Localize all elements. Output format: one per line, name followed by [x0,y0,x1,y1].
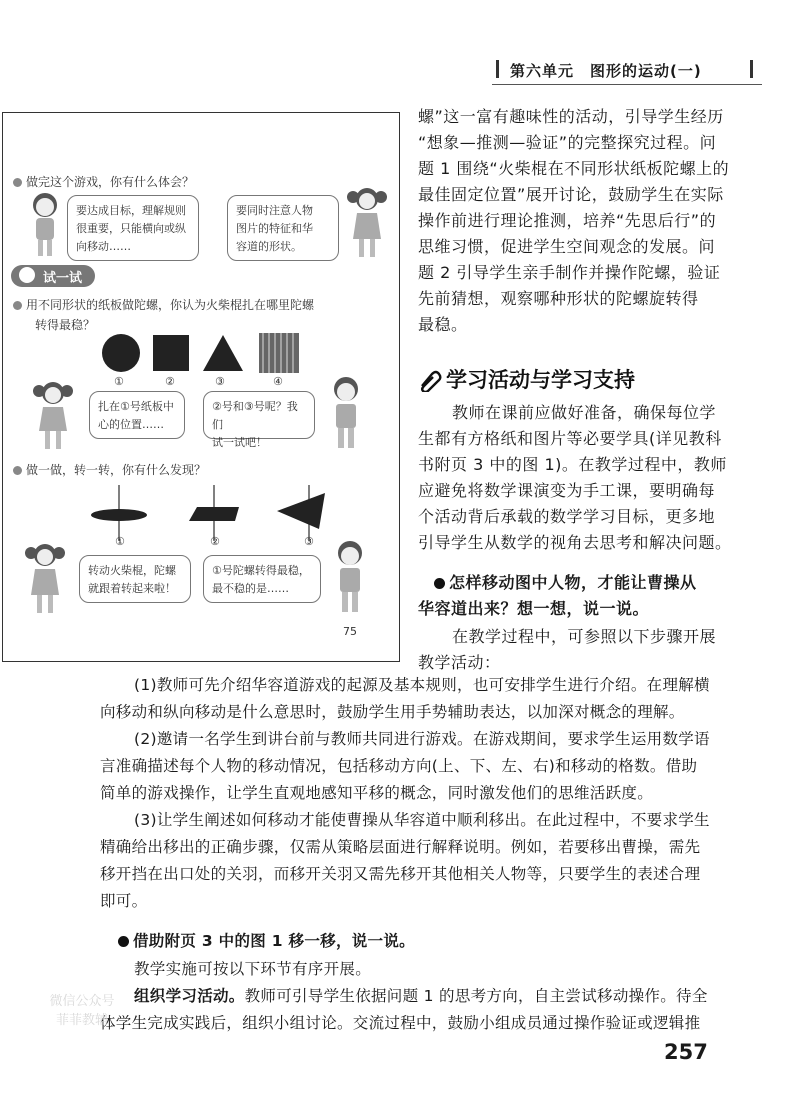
preparation-paragraph [418,400,732,556]
text-line: 体学生完成实践后，组织小组讨论。交流过程中，鼓励小组成员通过操作验证或逻辑推 [100,1014,701,1032]
page-number: 257 [664,1040,708,1064]
bubble-4-line: ②号和③号呢？我们 [212,400,298,431]
triangle-shape [203,335,243,371]
speech-bubble-6 [203,555,321,603]
question-3-text: 做一做，转一转，你有什么发现？ [26,463,207,477]
question-dot-icon [13,466,22,475]
matchstick-bundle [259,333,299,373]
text-line: 教师在课前应做好准备，确保每位学 [452,403,717,422]
square-shape [153,335,189,371]
shape-label: ④ [273,375,283,388]
try-it-label: 试一试 [43,271,83,286]
speech-bubble-1 [67,195,199,261]
question-2-text: 转得最稳？ [35,318,96,332]
step-line: 简单的游戏操作，让学生直观地感知平移的概念，同时激发他们的思维活跃度。 [100,784,654,802]
text-line: “想象—推测—验证”的完整探究过程。问 [418,133,717,152]
section-heading [418,364,635,394]
top-label: ③ [304,535,314,548]
text-line: 先前猜想，观察哪种形状的陀螺旋转得 [418,289,699,308]
speech-bubble-2 [227,195,339,261]
header-divider-left [496,60,499,78]
text-line: 生都有方格纸和图片等必要学具(详见教科 [418,429,722,448]
shape-label: ② [165,375,175,388]
bullet-icon [118,936,129,947]
teaching-steps [100,672,710,915]
bubble-2-line: 图片的特征和华 [236,222,313,235]
question-1-text: 做完这个游戏，你有什么体会？ [26,175,195,189]
bubble-6-line: ①号陀螺转得最稳， [212,564,310,577]
huarong-question-text: 华容道出来？想一想，说一说。 [418,599,650,618]
watermark-line: 菲菲教辅 [55,1013,108,1028]
watermark [22,990,142,1050]
question-dot-icon [13,178,22,187]
text-line: 教学活动： [418,653,501,672]
shape-label: ① [114,375,124,388]
question-2-text: 用不同形状的纸板做陀螺，你认为火柴棍扎在哪里陀螺 [26,298,315,312]
question-2 [13,295,314,335]
section-heading-text: 学习活动与学习支持 [446,368,635,392]
step-line: 移开挡在出口处的关羽，而移开关羽又需先移开其他相关人物等，只要学生的表述合理 [100,865,701,883]
step-line: 精确给出移出的正确步骤，仅需从策略层面进行解释说明。例如，若要移出曹操，需先 [100,838,701,856]
boy-character-icon [329,539,371,619]
text-line: 教学实施可按以下环节有序开展。 [134,960,372,978]
try-it-badge [11,265,95,287]
bubble-6-line: 最不稳的是…… [212,582,289,595]
bubble-5-line: 转动火柴棍，陀螺 [88,564,176,577]
shape-label: ③ [215,375,225,388]
textbook-page-number: 75 [343,625,357,638]
huarong-question-text: 怎样移动图中人物，才能让曹操从 [449,573,697,592]
huarong-question [418,570,697,622]
bubble-2-line: 容道的形状。 [236,240,302,253]
fuye-body [100,956,708,1037]
header-divider-right [750,60,753,78]
textbook-excerpt [2,112,400,662]
step-line: 向移动和纵向移动是什么意思时，鼓励学生用手势辅助表达，以加深对概念的理解。 [100,703,685,721]
fuye-question-text: 借助附页 3 中的图 1 移一移，说一说。 [133,932,415,950]
girl-pigtails-character-icon [31,379,75,453]
round-top [91,509,147,521]
text-line: 题 2 引导学生亲手制作并操作陀螺，验证 [418,263,721,282]
bubble-4-line: 试一试吧！ [212,436,267,449]
fuye-question [118,928,415,955]
smile-icon [19,267,35,283]
top-label: ② [210,535,220,548]
girl-character-icon [25,191,65,261]
text-line: 最佳固定位置”展开讨论，鼓励学生在实际 [418,185,724,204]
step-line: (2)邀请一名学生到讲台前与教师共同进行游戏。在游戏期间，要求学生运用数学语 [134,730,710,748]
huarong-intro [418,624,716,676]
org-text: 教师可引导学生依据问题 1 的思考方向，自主尝试移动操作。待全 [244,987,708,1005]
org-label: 组织学习活动。 [134,987,245,1005]
bubble-3-line: 扎在①号纸板中 [98,400,174,413]
square-top [189,507,239,521]
text-line: 个活动背后承载的数学学习目标，更多地 [418,507,716,526]
girl-pigtails-character-icon [23,541,67,619]
watermark-line: 微信公众号 [49,994,115,1009]
triangle-top [277,493,325,529]
bubble-5-line: 就跟着转起来啦！ [88,582,176,595]
text-line: 题 1 围绕“火柴棍在不同形状纸板陀螺上的 [418,159,730,178]
text-line: 在教学过程中，可参照以下步骤开展 [452,627,717,646]
bubble-2-line: 要同时注意人物 [236,204,313,217]
text-line: 思维习惯，促进学生空间观念的发展。问 [418,237,716,256]
text-line: 最稳。 [418,315,468,334]
top-label: ① [115,535,125,548]
step-line: (3)让学生阐述如何移动才能使曹操从华容道中顺利移出。在此过程中，不要求学生 [134,811,710,829]
bubble-1-line: 向移动…… [76,240,131,253]
bubble-1-line: 要达成目标，理解规则 [76,204,186,217]
right-column-text [418,104,729,338]
speech-bubble-3 [89,391,185,439]
girl-pigtails-character-icon [345,183,389,261]
step-line: 即可。 [100,892,148,910]
question-1 [13,173,194,190]
boy-character-icon [325,375,367,455]
text-line: 操作前进行理论推测，培养“先思后行”的 [418,211,717,230]
question-dot-icon [13,301,22,310]
text-line: 应避免将数学课演变为手工课，要明确每 [418,481,716,500]
text-line: 引导学生从数学的视角去思考和解决问题。 [418,533,732,552]
speech-bubble-5 [79,555,191,603]
header-title: 第六单元 图形的运动(一) [510,62,702,80]
step-line: (1)教师可先介绍华容道游戏的起源及基本规则，也可安排学生进行介绍。在理解横 [134,676,710,694]
circle-shape [102,334,140,372]
bubble-3-line: 心的位置…… [98,418,164,431]
bullet-icon [434,578,445,589]
speech-bubble-4 [203,391,315,449]
text-line: 书附页 3 中的图 1)。在教学过程中，教师 [418,455,727,474]
paperclip-icon [418,370,442,392]
step-line: 言准确描述每个人物的移动情况，包括移动方向(上、下、左、右)和移动的格数。借助 [100,757,698,775]
bubble-1-line: 很重要，只能横向或纵 [76,222,186,235]
running-header [492,56,762,85]
question-3 [13,461,206,478]
text-line: 螺”这一富有趣味性的活动，引导学生经历 [418,107,724,126]
